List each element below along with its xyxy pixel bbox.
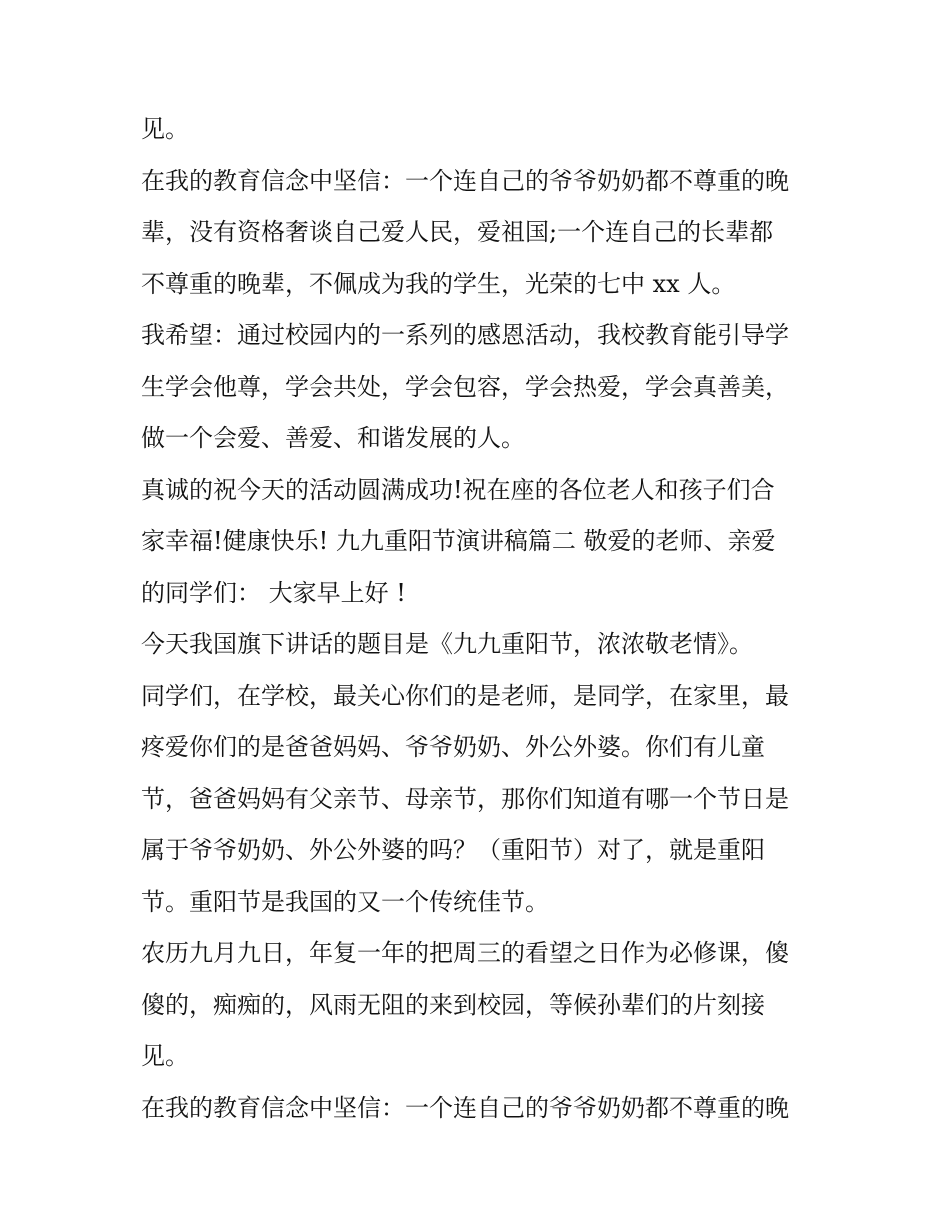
text-line: 辈，没有资格奢谈自己爱人民，爱祖国;一个连自己的长辈都 bbox=[141, 218, 774, 246]
text-line: 的同学们： 大家早上好 ! bbox=[141, 578, 406, 607]
text-line: 农历九月九日，年复一年的把周三的看望之日作为必修课，傻 bbox=[141, 939, 789, 967]
text-line: 真诚的祝今天的活动圆满成功!祝在座的各位老人和孩子们合 bbox=[141, 475, 775, 504]
text-line: 我希望：通过校园内的一系列的感恩活动，我校教育能引导学 bbox=[141, 321, 789, 349]
body-text bbox=[141, 104, 821, 1134]
text-line: 不尊重的晚辈，不佩成为我的学生，光荣的七中 xx 人。 bbox=[141, 269, 736, 298]
text-line: 家幸福!健康快乐! 九九重阳节演讲稿篇二 敬爱的老师、亲爱 bbox=[141, 527, 776, 555]
text-line: 今天我国旗下讲话的题目是《九九重阳节，浓浓敬老情》。 bbox=[141, 630, 753, 658]
text-line: 同学们，在学校，最关心你们的是老师，是同学，在家里，最 bbox=[141, 681, 789, 710]
text-line: 在我的教育信念中坚信：一个连自己的爷爷奶奶都不尊重的晚 bbox=[141, 1093, 789, 1122]
text-line: 见。 bbox=[141, 115, 189, 143]
text-line: 做一个会爱、善爱、和谐发展的人。 bbox=[141, 424, 525, 452]
text-line: 见。 bbox=[141, 1042, 189, 1070]
text-line: 生学会他尊，学会共处，学会包容，学会热爱，学会真善美， bbox=[141, 372, 789, 401]
text-line: 节，爸爸妈妈有父亲节、母亲节，那你们知道有哪一个节日是 bbox=[141, 784, 789, 813]
text-line: 在我的教育信念中坚信：一个连自己的爷爷奶奶都不尊重的晚 bbox=[141, 166, 789, 195]
text-line: 傻的，痴痴的，风雨无阻的来到校园，等候孙辈们的片刻接 bbox=[141, 990, 765, 1019]
text-line: 疼爱你们的是爸爸妈妈、爷爷奶奶、外公外婆。你们有儿童 bbox=[141, 733, 765, 761]
text-line: 属于爷爷奶奶、外公外婆的吗？（重阳节）对了，就是重阳 bbox=[141, 836, 765, 864]
text-line: 节。重阳节是我国的又一个传统佳节。 bbox=[141, 887, 549, 916]
